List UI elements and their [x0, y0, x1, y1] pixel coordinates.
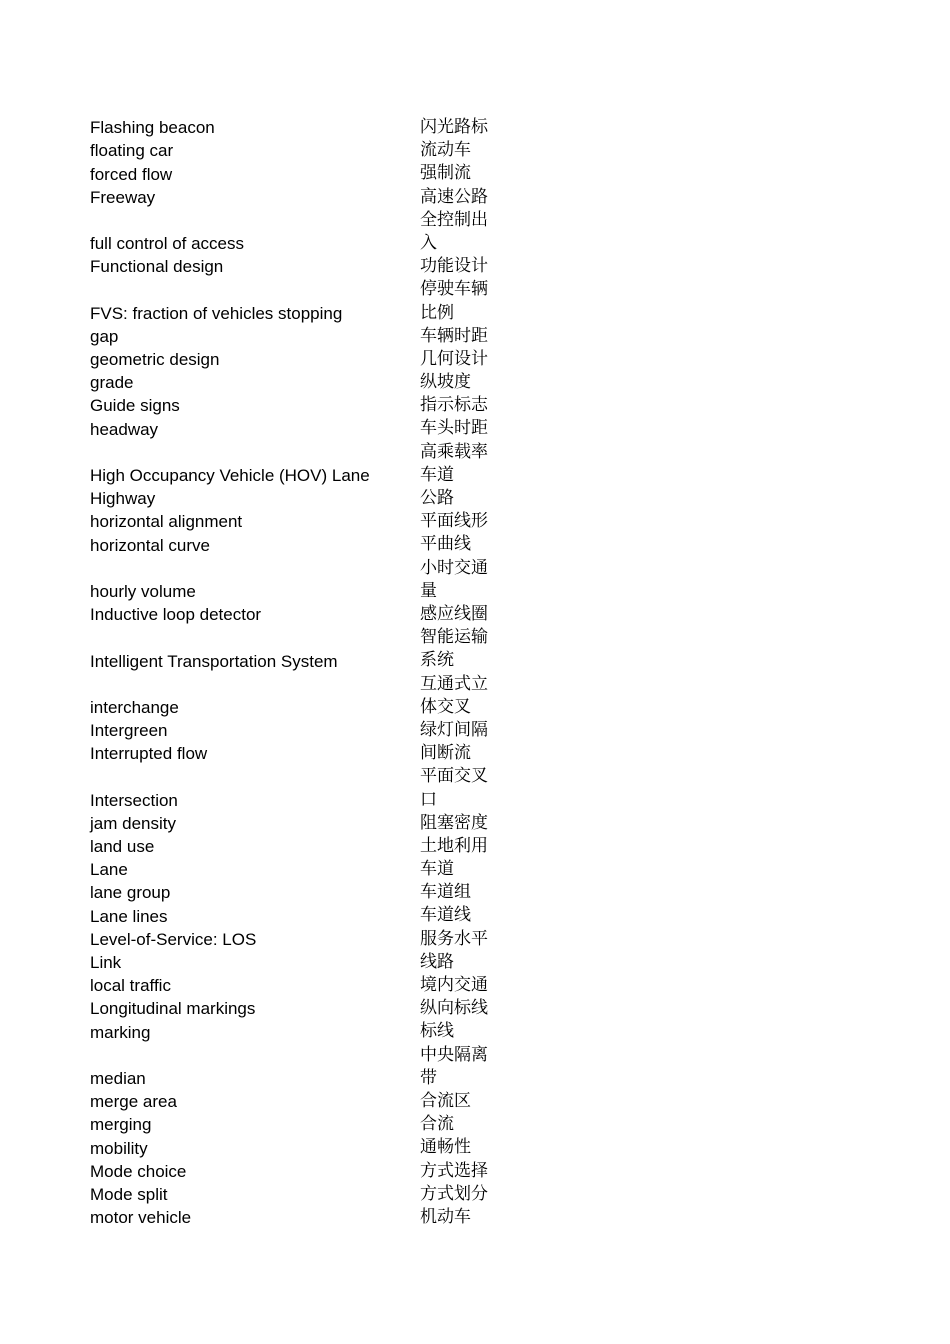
- chinese-term: 境内交通: [420, 975, 488, 996]
- glossary-row: [90, 441, 510, 487]
- english-term: Intelligent Transportation System: [90, 651, 338, 671]
- english-term: land use: [90, 837, 155, 857]
- chinese-term: 合流: [420, 1114, 454, 1135]
- glossary-row: [90, 139, 510, 162]
- chinese-term: 阻塞密度: [420, 812, 488, 833]
- glossary-row: [90, 626, 510, 672]
- glossary-row: [90, 510, 510, 533]
- english-term: marking: [90, 1022, 151, 1042]
- english-term: hourly volume: [90, 582, 196, 601]
- glossary-table: [90, 116, 510, 1229]
- glossary-row: [90, 765, 510, 811]
- glossary-row: [90, 742, 510, 765]
- english-term: Highway: [90, 489, 156, 509]
- chinese-term: 全控制出入: [420, 209, 488, 253]
- glossary-row: [90, 1113, 510, 1136]
- chinese-term: 车辆时距: [420, 325, 488, 346]
- chinese-term: 车道组: [420, 882, 471, 903]
- glossary-row: [90, 719, 510, 742]
- english-term: geometric design: [90, 350, 220, 370]
- english-term: median: [90, 1069, 146, 1088]
- glossary-row: [90, 325, 510, 348]
- chinese-term: 功能设计: [420, 256, 488, 277]
- glossary-row: [90, 417, 510, 440]
- chinese-term: 绿灯间隔: [420, 719, 488, 740]
- chinese-term: 服务水平: [420, 928, 488, 949]
- chinese-term: 方式划分: [420, 1183, 488, 1204]
- chinese-term: 智能运输系统: [420, 627, 488, 671]
- glossary-row: [90, 974, 510, 997]
- english-term: merging: [90, 1115, 152, 1135]
- chinese-term: 土地利用: [420, 835, 488, 856]
- chinese-term: 闪光路标: [420, 117, 488, 137]
- english-term: Lane lines: [90, 906, 168, 926]
- english-term: Interrupted flow: [90, 744, 208, 764]
- glossary-row: [90, 255, 510, 278]
- chinese-term: 几何设计: [420, 348, 488, 369]
- english-term: High Occupancy Vehicle (HOV) Lane: [90, 466, 370, 486]
- chinese-term: 通畅性: [420, 1137, 471, 1158]
- glossary-row: [90, 1160, 510, 1183]
- glossary-row: [90, 1183, 510, 1206]
- english-term: forced flow: [90, 164, 173, 184]
- chinese-term: 纵向标线: [420, 998, 488, 1019]
- english-term: gap: [90, 326, 119, 346]
- english-term: horizontal curve: [90, 535, 211, 555]
- glossary-row: [90, 1090, 510, 1113]
- glossary-row: [90, 533, 510, 556]
- english-term: jam density: [90, 813, 176, 833]
- chinese-term: 车道: [420, 859, 454, 880]
- chinese-term: 强制流: [420, 163, 471, 184]
- glossary-row: [90, 209, 510, 255]
- glossary-row: [90, 673, 510, 719]
- glossary-row: [90, 116, 510, 139]
- chinese-term: 标线: [420, 1021, 454, 1042]
- chinese-term: 停驶车辆比例: [420, 279, 488, 323]
- chinese-term: 方式选择: [420, 1160, 488, 1181]
- glossary-row: [90, 881, 510, 904]
- english-term: Flashing beacon: [90, 118, 215, 138]
- glossary-row: [90, 603, 510, 626]
- glossary-row: [90, 928, 510, 951]
- chinese-term: 合流区: [420, 1091, 471, 1111]
- chinese-term: 机动车: [420, 1206, 471, 1227]
- glossary-row: [90, 997, 510, 1020]
- english-term: Mode split: [90, 1184, 168, 1204]
- glossary-row: [90, 162, 510, 185]
- chinese-term: 公路: [420, 488, 454, 509]
- chinese-term: 感应线圈: [420, 604, 488, 624]
- chinese-term: 中央隔离带: [420, 1044, 488, 1088]
- english-term: motor vehicle: [90, 1208, 192, 1228]
- glossary-row: [90, 348, 510, 371]
- glossary-row: [90, 1136, 510, 1159]
- chinese-term: 小时交通量: [420, 557, 488, 601]
- english-term: Level-of-Service: LOS: [90, 929, 257, 949]
- english-term: Freeway: [90, 187, 156, 207]
- english-term: grade: [90, 373, 134, 393]
- glossary-row: [90, 812, 510, 835]
- english-term: interchange: [90, 697, 179, 717]
- english-term: Longitudinal markings: [90, 999, 256, 1019]
- english-term: Intersection: [90, 790, 178, 810]
- english-term: floating car: [90, 141, 174, 161]
- glossary-row: [90, 1020, 510, 1043]
- english-term: Intergreen: [90, 721, 168, 741]
- english-term: mobility: [90, 1138, 148, 1158]
- chinese-term: 车头时距: [420, 418, 488, 439]
- english-term: FVS: fraction of vehicles stopping: [90, 303, 343, 323]
- english-term: Inductive loop detector: [90, 605, 262, 625]
- glossary-row: [90, 487, 510, 510]
- english-term: local traffic: [90, 976, 171, 996]
- english-term: Functional design: [90, 257, 224, 277]
- english-term: Mode choice: [90, 1161, 187, 1181]
- glossary-row: [90, 835, 510, 858]
- glossary-row: [90, 1206, 510, 1229]
- english-term: Link: [90, 953, 122, 973]
- chinese-term: 车道线: [420, 905, 471, 926]
- chinese-term: 互通式立体交叉: [420, 673, 488, 717]
- glossary-row: [90, 371, 510, 394]
- glossary-row: [90, 904, 510, 927]
- english-term: full control of access: [90, 234, 245, 254]
- glossary-row: [90, 1044, 510, 1090]
- glossary-row: [90, 557, 510, 603]
- chinese-term: 流动车: [420, 140, 471, 161]
- chinese-term: 线路: [420, 951, 454, 972]
- chinese-term: 纵坡度: [420, 372, 471, 393]
- chinese-term: 高乘载率车道: [420, 441, 488, 485]
- english-term: lane group: [90, 883, 171, 903]
- glossary-row: [90, 951, 510, 974]
- english-term: horizontal alignment: [90, 512, 243, 532]
- glossary-row: [90, 278, 510, 324]
- english-term: merge area: [90, 1092, 177, 1112]
- chinese-term: 平面线形: [420, 511, 488, 532]
- chinese-term: 高速公路: [420, 186, 488, 207]
- glossary-row: [90, 858, 510, 881]
- english-term: Lane: [90, 860, 128, 880]
- chinese-term: 平曲线: [420, 534, 471, 555]
- chinese-term: 间断流: [420, 743, 471, 764]
- english-term: headway: [90, 419, 159, 439]
- glossary-row: [90, 394, 510, 417]
- chinese-term: 指示标志: [420, 395, 488, 416]
- english-term: Guide signs: [90, 396, 180, 416]
- glossary-row: [90, 186, 510, 209]
- chinese-term: 平面交叉口: [420, 766, 488, 810]
